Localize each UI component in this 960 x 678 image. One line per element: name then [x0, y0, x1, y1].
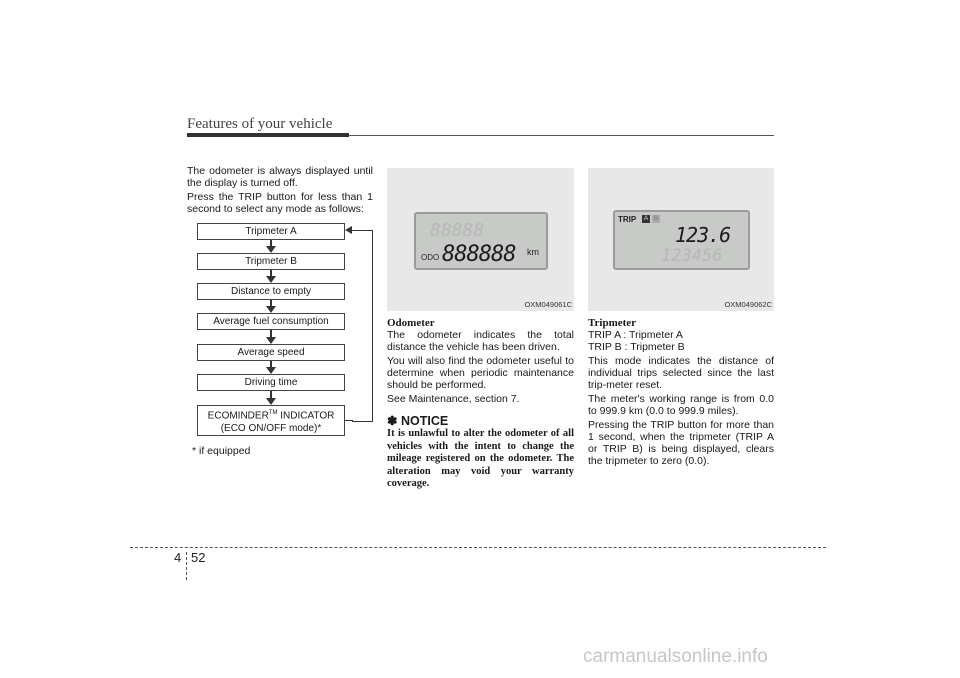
odometer-paragraph-1: The odometer indicates the total distance the vehicle has been driven.	[387, 329, 574, 353]
flow-arrow-down-icon	[266, 330, 276, 344]
flow-box-ecominder	[197, 405, 345, 436]
odo-unit: km	[527, 247, 539, 257]
tripmeter-paragraph-3: Pressing the TRIP button for more than 1 second, when the tripmeter (TRIP A or TRIP B) is being displayed, clears the tripmeter to zero (0.0).	[588, 419, 774, 467]
odometer-display-image	[387, 168, 574, 311]
odometer-section	[387, 317, 574, 491]
image-code: OXM049062C	[724, 300, 772, 309]
flow-box-tripmeter-b: Tripmeter B	[197, 253, 345, 270]
flow-arrow-down-icon	[266, 240, 276, 253]
trip-a-badge: A	[643, 215, 649, 222]
notice-heading	[387, 413, 574, 428]
notice-title: NOTICE	[400, 414, 449, 428]
trademark-mark: TM	[268, 410, 278, 416]
flow-box-average-fuel-consumption: Average fuel consumption	[197, 313, 345, 330]
lcd-panel	[613, 210, 750, 270]
odometer-title: Odometer	[387, 317, 435, 329]
intro-text	[187, 165, 373, 217]
flow-arrow-down-icon	[266, 361, 276, 374]
notice-icon: ✽	[387, 414, 398, 428]
flow-arrow-down-icon	[266, 300, 276, 313]
footnote: * if equipped	[192, 445, 251, 457]
section-number: 4	[174, 550, 182, 565]
page-number: 52	[191, 550, 206, 565]
flow-loop-line	[352, 230, 373, 422]
flow-arrow-down-icon	[266, 270, 276, 283]
flow-box-driving-time: Driving time	[197, 374, 345, 391]
trip-a-definition: TRIP A : Tripmeter A	[588, 329, 683, 341]
flow-arrow-left-icon	[345, 226, 352, 234]
tripmeter-section	[588, 317, 774, 469]
odo-digits: 888888	[442, 242, 516, 267]
tripmeter-paragraph-2: The meter's working range is from 0.0 to 999.9 km (0.0 to 999.9 miles).	[588, 393, 774, 417]
odometer-paragraph-3: See Maintenance, section 7.	[387, 393, 520, 405]
ecominder-mode-label: (ECO ON/OFF mode)*	[220, 423, 322, 435]
trip-label: TRIP	[618, 215, 637, 224]
flow-box-tripmeter-a: Tripmeter A	[197, 223, 345, 240]
lcd-ghost-segments: 88888	[430, 220, 485, 241]
tripmeter-display-image	[588, 168, 774, 311]
intro-paragraph-1: The odometer is always displayed until the display is turned off.	[187, 165, 373, 189]
tripmeter-paragraph-1: This mode indicates the distance of individual trips selected since the last trip-meter reset.	[588, 355, 774, 391]
intro-paragraph-2: Press the TRIP button for less than 1 second to select any mode as follows:	[187, 191, 373, 215]
odometer-paragraph-2: You will also find the odometer useful to determine when periodic maintenance should be performed.	[387, 355, 574, 391]
odo-label: ODO	[421, 253, 440, 262]
footer-divider	[186, 552, 187, 580]
trip-digits: 123.6	[675, 223, 731, 247]
header-rule-accent	[187, 133, 349, 137]
trip-b-definition: TRIP B : Tripmeter B	[588, 341, 685, 353]
flow-box-average-speed: Average speed	[197, 344, 345, 361]
footer-rule	[130, 547, 826, 548]
image-code: OXM049061C	[524, 300, 572, 309]
notice-body: It is unlawful to alter the odometer of all vehicles with the intent to change the mileage registered on the odometer. The alteration may void your warranty coverage.	[387, 428, 574, 489]
trip-b-badge: B	[653, 215, 659, 222]
lcd-panel	[414, 212, 548, 270]
flow-arrow-down-icon	[266, 391, 276, 405]
page-header-title: Features of your vehicle	[187, 116, 333, 132]
lcd-ghost-segments: 123456	[661, 246, 723, 266]
tripmeter-title: Tripmeter	[588, 317, 637, 329]
ecominder-indicator-label: INDICATOR	[277, 410, 335, 422]
ecominder-label: ECOMINDER	[207, 410, 269, 422]
watermark: carmanualsonline.info	[583, 646, 768, 667]
flow-loop-connector	[344, 420, 353, 421]
flow-box-distance-to-empty: Distance to empty	[197, 283, 345, 300]
